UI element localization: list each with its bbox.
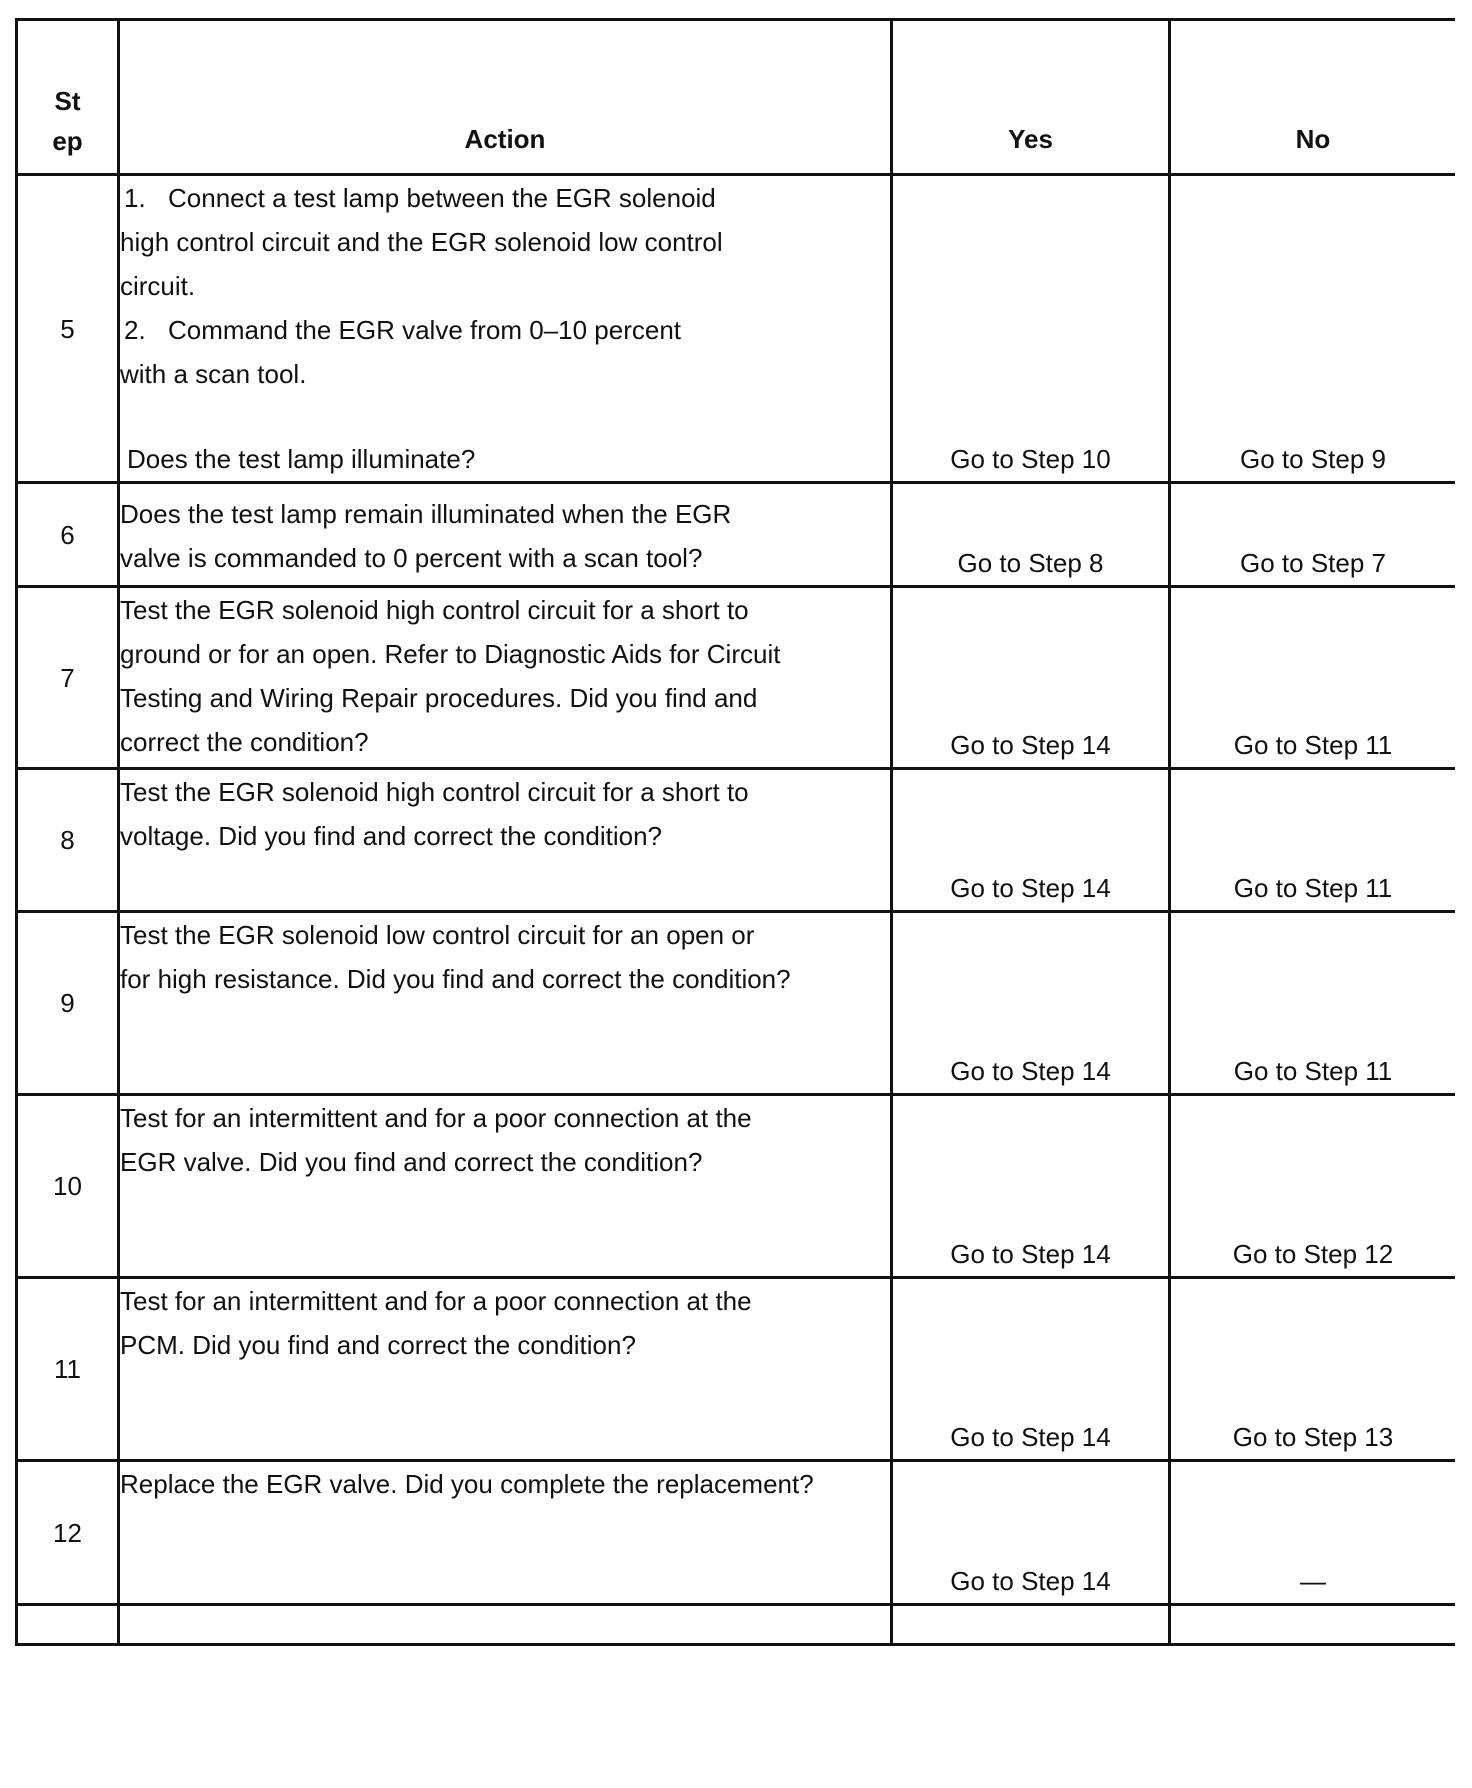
table-row [17, 912, 1456, 1095]
action-line: high control circuit and the EGR solenoid low control [120, 227, 723, 257]
action-line: Replace the EGR valve. Did you complete the replacement? [120, 1469, 814, 1499]
table-row [17, 1095, 1456, 1278]
action-line-text: Connect a test lamp between the EGR solenoid [168, 183, 716, 213]
table-row [17, 483, 1456, 587]
yes-cell: Go to Step 8 [892, 483, 1170, 587]
action-line: Does the test lamp remain illuminated when the EGR [120, 499, 732, 529]
header-no: No [1170, 20, 1456, 175]
action-line: Test the EGR solenoid high control circuit for a short to [120, 777, 749, 807]
step-number [17, 1605, 119, 1645]
action-line: Test the EGR solenoid high control circuit for a short to [120, 595, 749, 625]
no-cell: Go to Step 11 [1170, 912, 1456, 1095]
action-line: for high resistance. Did you find and correct the condition? [120, 964, 791, 994]
action-line: correct the condition? [120, 727, 369, 757]
action-line [120, 308, 890, 352]
header-step-label: St ep [52, 86, 83, 156]
action-line: with a scan tool. [120, 359, 307, 389]
no-cell: Go to Step 13 [1170, 1278, 1456, 1461]
table-row [17, 587, 1456, 769]
action-cell [119, 175, 892, 483]
step-number: 11 [17, 1278, 119, 1461]
header-step [17, 20, 119, 175]
step-number: 6 [17, 483, 119, 587]
action-line: Test the EGR solenoid low control circuit for an open or [120, 920, 755, 950]
table-row [17, 175, 1456, 483]
yes-cell [892, 1605, 1170, 1645]
list-number: 1. [124, 183, 146, 213]
action-line [120, 176, 890, 220]
no-cell: Go to Step 11 [1170, 769, 1456, 912]
step-number: 8 [17, 769, 119, 912]
action-cell [119, 1605, 892, 1645]
yes-cell: Go to Step 14 [892, 1461, 1170, 1605]
document-page [15, 18, 1455, 1788]
no-cell: Go to Step 7 [1170, 483, 1456, 587]
action-line: voltage. Did you find and correct the condition? [120, 821, 663, 851]
step-number: 10 [17, 1095, 119, 1278]
action-line: Test for an intermittent and for a poor connection at the [120, 1103, 752, 1133]
action-line: valve is commanded to 0 percent with a scan tool? [120, 543, 703, 573]
action-cell [119, 912, 892, 1095]
table-header-row [17, 20, 1456, 175]
no-cell: — [1170, 1461, 1456, 1605]
action-line-text: Command the EGR valve from 0–10 percent [168, 315, 682, 345]
action-line: circuit. [120, 271, 196, 301]
no-cell: Go to Step 12 [1170, 1095, 1456, 1278]
step-number: 12 [17, 1461, 119, 1605]
action-cell [119, 1095, 892, 1278]
step-number: 7 [17, 587, 119, 769]
yes-cell: Go to Step 14 [892, 912, 1170, 1095]
action-line: Test for an intermittent and for a poor connection at the [120, 1286, 752, 1316]
action-cell [119, 483, 892, 587]
step-number: 5 [17, 175, 119, 483]
action-line: ground or for an open. Refer to Diagnostic Aids for Circuit [120, 639, 781, 669]
yes-cell: Go to Step 14 [892, 769, 1170, 912]
header-yes: Yes [892, 20, 1170, 175]
step-number: 9 [17, 912, 119, 1095]
table-row-partial [17, 1605, 1456, 1645]
no-cell: Go to Step 11 [1170, 587, 1456, 769]
table-row [17, 1461, 1456, 1605]
action-cell [119, 587, 892, 769]
table-row [17, 769, 1456, 912]
yes-cell: Go to Step 14 [892, 1278, 1170, 1461]
action-line: Testing and Wiring Repair procedures. Did you find and [120, 683, 758, 713]
action-cell [119, 1278, 892, 1461]
action-question: Does the test lamp illuminate? [127, 444, 476, 474]
no-cell: Go to Step 9 [1170, 175, 1456, 483]
header-action: Action [119, 20, 892, 175]
table-row [17, 1278, 1456, 1461]
action-line: PCM. Did you find and correct the condition? [120, 1330, 636, 1360]
yes-cell: Go to Step 10 [892, 175, 1170, 483]
yes-cell: Go to Step 14 [892, 1095, 1170, 1278]
yes-cell: Go to Step 14 [892, 587, 1170, 769]
action-cell [119, 769, 892, 912]
list-number: 2. [124, 315, 146, 345]
action-cell [119, 1461, 892, 1605]
diagnostic-table [15, 18, 1455, 1646]
action-line: EGR valve. Did you find and correct the condition? [120, 1147, 703, 1177]
no-cell [1170, 1605, 1456, 1645]
